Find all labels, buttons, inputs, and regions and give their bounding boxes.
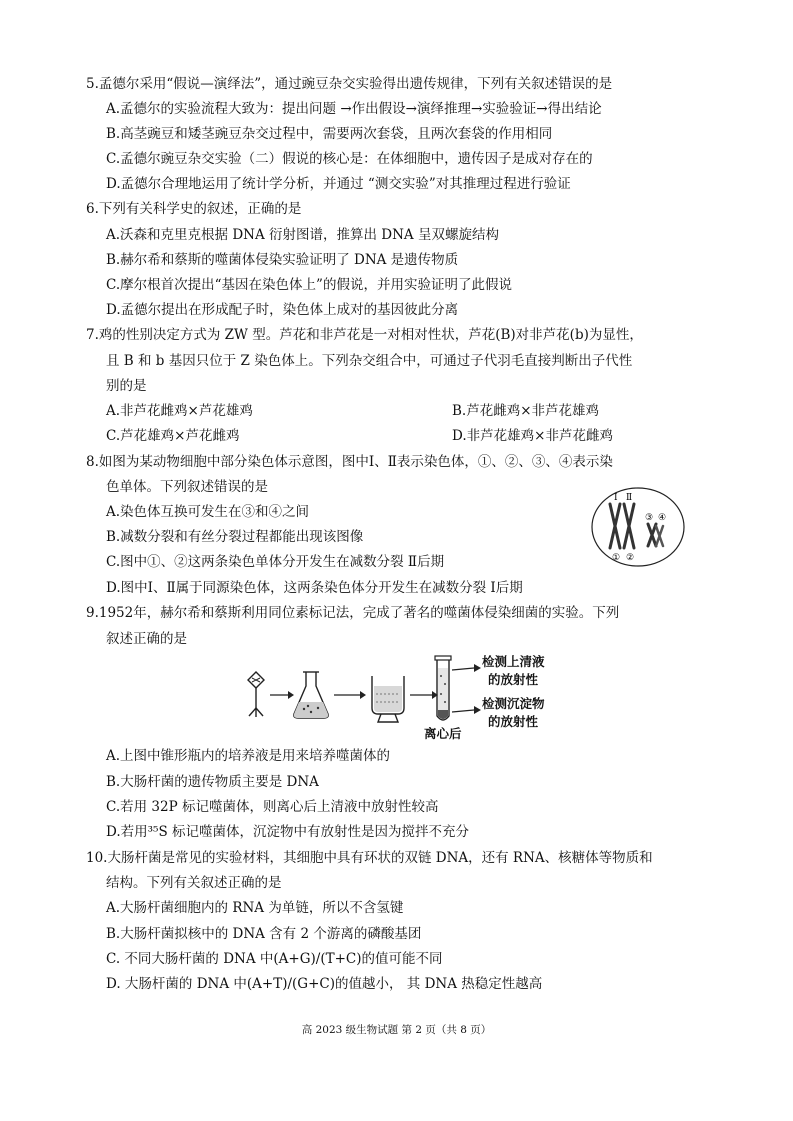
test-tube-icon	[435, 656, 451, 720]
label-c2: ②	[626, 553, 635, 563]
cell-diagram	[590, 486, 686, 568]
q6-option-d: D.孟德尔提出在形成配子时，染色体上成对的基因彼此分离	[106, 302, 459, 318]
chromosome-II	[624, 504, 634, 548]
chromosome-small-a	[648, 524, 656, 546]
chromosome-figure	[590, 486, 686, 568]
q5-option-b: B.高茎豌豆和矮茎豌豆杂交过程中，需要两次套袋，且两次套袋的作用相同	[106, 126, 553, 142]
label-c1: ①	[612, 553, 621, 563]
q8-stem-line1: 8.如图为某动物细胞中部分染色体示意图，图中Ⅰ、Ⅱ表示染色体，①、②、③、④表示染	[86, 454, 613, 470]
q8-option-d: D.图中Ⅰ、Ⅱ属于同源染色体，这两条染色体分开发生在减数分裂 Ⅰ后期	[106, 580, 523, 596]
flask-icon	[294, 672, 328, 718]
arrow-bottom	[452, 710, 474, 712]
phage-experiment-figure	[236, 650, 566, 742]
label-c4: ④	[658, 513, 667, 523]
q9-option-c: C.若用 32P 标记噬菌体，则离心后上清液中放射性较高	[106, 799, 439, 815]
q10-option-c: C. 不同大肠杆菌的 DNA 中(A+G)/(T+C)的值可能不同	[106, 951, 443, 967]
q6-option-c: C.摩尔根首次提出“基因在染色体上”的假说，并用实验证明了此假说	[106, 277, 512, 293]
q5-option-d: D.孟德尔合理地运用了统计学分析，并通过 “测交实验”对其推理过程进行验证	[106, 176, 571, 192]
q7-stem-line3: 别的是	[106, 378, 147, 394]
q10-stem-line1: 10.大肠杆菌是常见的实验材料，其细胞中具有环状的双链 DNA，还有 RNA、核糖体等物质和	[86, 850, 653, 866]
q7-option-b: B.芦花雌鸡×非芦花雄鸡	[452, 403, 600, 419]
q8-option-c: C.图中①、②这两条染色单体分开发生在减数分裂 Ⅱ后期	[106, 554, 445, 570]
q8-option-b: B.减数分裂和有丝分裂过程都能出现该图像	[106, 529, 364, 545]
q5-stem: 5.孟德尔采用“假说—演绎法”，通过豌豆杂交实验得出遗传规律，下列有关叙述错误的是	[86, 76, 613, 92]
q10-option-b: B.大肠杆菌拟核中的 DNA 含有 2 个游离的磷酸基团	[106, 926, 422, 942]
chromosome-I	[610, 504, 620, 548]
q5-option-a: A.孟德尔的实验流程大致为：提出问题 →作出假设→演绎推理→实验验证→得出结论	[106, 101, 602, 117]
q6-stem: 6.下列有关科学史的叙述，正确的是	[86, 201, 302, 217]
q7-option-a: A.非芦花雌鸡×芦花雄鸡	[106, 403, 253, 419]
arrow-top	[452, 668, 474, 670]
q6-option-a: A.沃森和克里克根据 DNA 衍射图谱，推算出 DNA 呈双螺旋结构	[106, 227, 499, 243]
q8-option-a: A.染色体互换可发生在③和④之间	[106, 504, 310, 520]
q5-option-c: C.孟德尔豌豆杂交实验（二）假说的核心是：在体细胞中，遗传因子是成对存在的	[106, 151, 593, 167]
q7-stem-line1: 7.鸡的性别决定方式为 ZW 型。芦花和非芦花是一对相对性状，芦花(B)对非芦花(b)为显性，	[86, 327, 643, 343]
arrow-top-head	[474, 664, 481, 672]
arrow-2-head	[360, 691, 366, 699]
label-precipitate-line2: 的放射性	[488, 714, 539, 729]
label-centrifuge: 离心后	[424, 726, 462, 741]
page-footer: 高 2023 级生物试题 第 2 页（共 8 页）	[301, 1024, 492, 1036]
phage-icon	[248, 672, 264, 717]
q10-option-a: A.大肠杆菌细胞内的 RNA 为单链，所以不含氢键	[106, 900, 404, 916]
q9-option-a: A.上图中锥形瓶内的培养液是用来培养噬菌体的	[106, 748, 391, 764]
label-supernatant-line2: 的放射性	[488, 672, 539, 687]
label-I: Ⅰ	[614, 493, 618, 503]
label-precipitate-line1: 检测沉淀物	[482, 696, 545, 711]
q7-option-c: C.芦花雄鸡×芦花雌鸡	[106, 428, 240, 444]
q7-option-d: D.非芦花雄鸡×非芦花雌鸡	[452, 428, 613, 444]
label-c3: ③	[645, 513, 654, 523]
cell-outline	[592, 488, 684, 566]
blender-icon	[372, 676, 404, 722]
q7-stem-line2: 且 B 和 b 基因只位于 Z 染色体上。下列杂交组合中，可通过子代羽毛直接判断出子代性	[106, 353, 633, 369]
q9-option-d: D.若用³⁵S 标记噬菌体，沉淀物中有放射性是因为搅拌不充分	[106, 824, 469, 840]
q10-stem-line2: 结构。下列有关叙述正确的是	[106, 875, 282, 891]
q10-option-d: D. 大肠杆菌的 DNA 中(A+T)/(G+C)的值越小， 其 DNA 热稳定性越高	[106, 976, 543, 992]
q9-stem-line2: 叙述正确的是	[106, 631, 187, 647]
q8-stem-line2: 色单体。下列叙述错误的是	[106, 479, 268, 495]
arrow-1-head	[288, 691, 294, 699]
q9-option-b: B.大肠杆菌的遗传物质主要是 DNA	[106, 774, 319, 790]
chromosome-small-b	[656, 526, 663, 546]
label-supernatant-line1: 检测上清液	[482, 654, 545, 669]
q6-option-b: B.赫尔希和蔡斯的噬菌体侵染实验证明了 DNA 是遗传物质	[106, 252, 459, 268]
q9-stem-line1: 9.1952年，赫尔希和蔡斯利用同位素标记法，完成了著名的噬菌体侵染细菌的实验。下列	[86, 605, 620, 621]
arrow-bottom-head	[474, 706, 481, 714]
label-II: Ⅱ	[626, 493, 633, 503]
